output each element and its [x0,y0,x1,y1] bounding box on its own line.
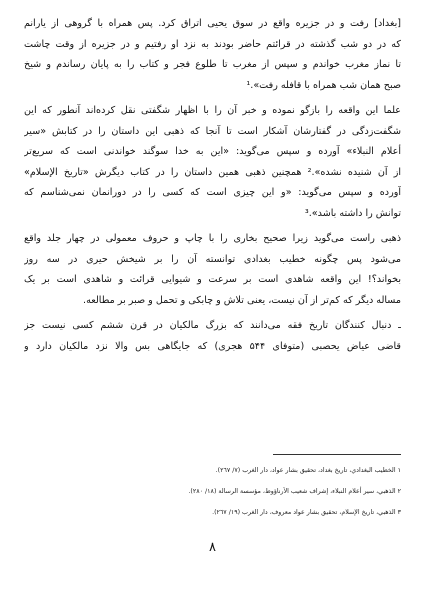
footnote-3: ٣ الذهبي، تاريخ الإسلام، تحقيق بشار عواد معروف، دار الغرب (١٩/ ٢٦٧). [212,509,401,516]
text-line: شگفت‌زدگی در گفتارشان آشکار است تا آنجا که ذهبی این داستان را در کتابش «سیر [24,125,401,137]
text-line: آورده و سپس می‌گوید: «و این چیزی است که کسی را در دورانمان نمی‌شناسم که [24,187,401,198]
footnote-separator [273,454,401,455]
paragraph-2 [24,101,401,224]
text-line: ـ دنبال کنندگان تاریخ فقه می‌دانند که بزرگ مالکیان در قرن ششم کسی نیست جز [24,320,401,331]
page-number: ۸ [209,540,216,555]
text-line: توانش را داشته باشد».³ [304,207,401,219]
body-text [24,14,401,357]
text-line: علما این واقعه را بازگو نموده و خبر آن را با اظهار شگفتی نقل کرده‌اند آنطور که این [24,105,401,116]
text-line: صبح همان شب همراه با قافله رفت».¹ [246,79,401,91]
text-line: از آن شنیده نشده».² همچنین ذهبی همین داستان را در کتاب دیگرش «تاریخ الإسلام» [24,166,401,178]
text-line: بخواند؟! این واقعه شاهدی است بر سرعت و شیوایی قرائت و شاهدی است بر یک [24,274,401,285]
footnote-2: ٢ الذهبي، سير أعلام النبلاء، إشراف شعيب الأرناؤوط، مؤسسة الرسالة (١٨/ ٢٨٠). [188,488,401,495]
text-line: [بغداد] رفت و در جزیره واقع در سوق یحیی اتراق کرد. پس همراه با گروهی از یارانم [24,18,401,29]
text-line: قاضی عیاض یحصبی (متوفای ۵۴۴ هجری) که جایگاهی بس والا نزد مالکیان دارد و [24,340,401,352]
text-line: أعلام النبلاء» آورده و سپس می‌گوید: «این به خدا سوگند خواندنی است که سریع‌تر [24,146,401,157]
text-line: می‌شود پس چگونه خطیب بغدادی توانسته آن را بر شیخش حیری در سه روز [24,253,401,265]
text-line: ذهبی راست می‌گوید زیرا صحیح بخاری را با چاپ و حروف معمولی در چهار جلد واقع [24,233,401,244]
paragraph-4 [24,316,401,357]
footnotes [24,466,401,529]
paragraph-1 [24,14,401,96]
text-line: که در دو شب گذشته در قرائتم حاضر بودند به نزد او رفتیم و در جزیره از وقت چاشت [24,38,401,50]
footnote-1: ١ الخطيب البغدادي، تاريخ بغداد، تحقيق بشار عواد، دار الغرب (٧/ ٢٦٧). [215,467,401,474]
text-line: مساله دیگر که کم‌تر از آن نیست، یعنی تلاش و چابکی و تحمل و صبر بر مطالعه. [83,294,401,306]
paragraph-3 [24,229,401,311]
text-line: تا نماز مغرب خواندم و سپس از مغرب تا طلوع فجر و کتاب را به پایان رساندم و شیخ [24,59,401,70]
